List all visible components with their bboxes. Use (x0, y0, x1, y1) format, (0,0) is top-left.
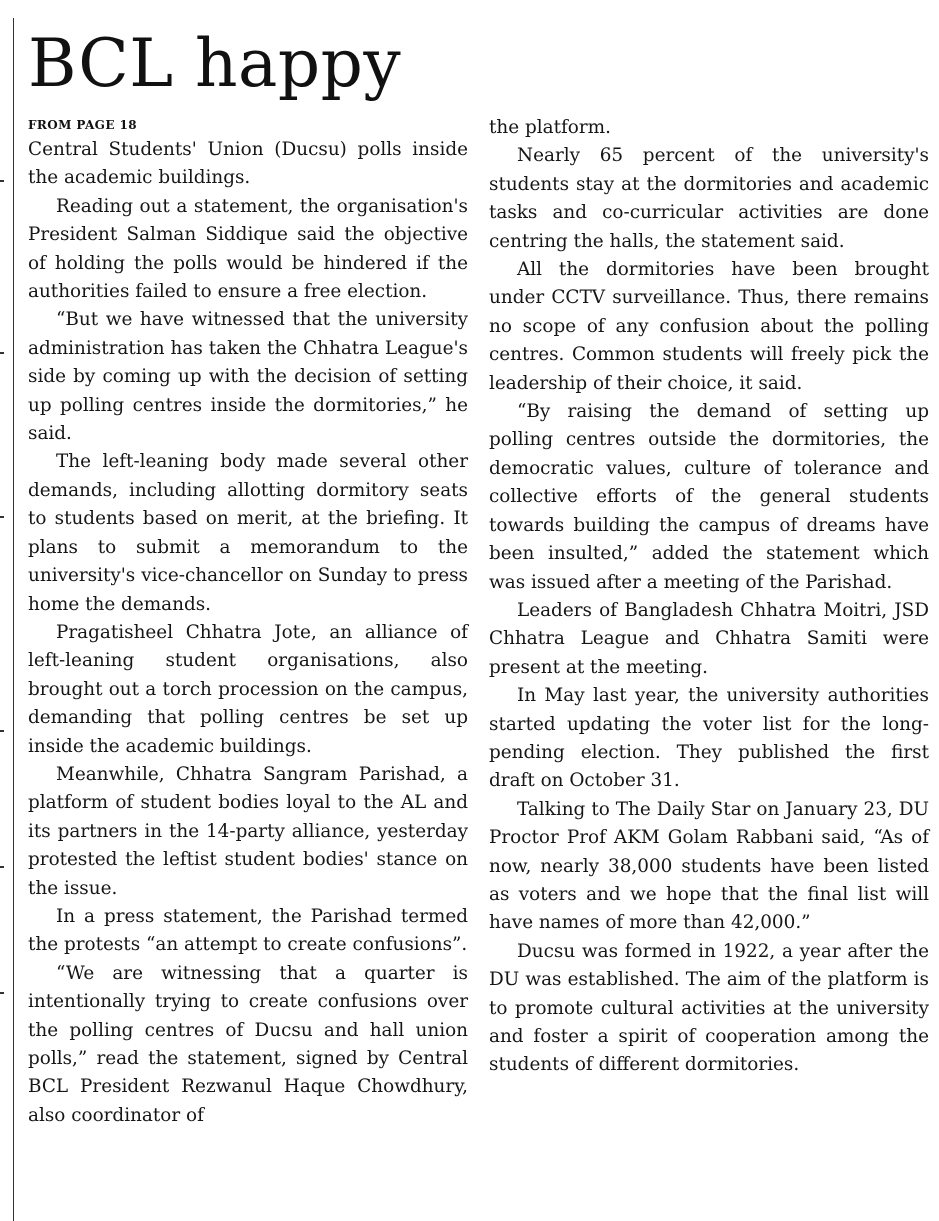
article-paragraph: The left-leaning body made several other demands, including allotting dormitory seats to students based on merit, at the briefing. It plans to submit a memorandum to the university's vice-chancellor on Sunday to press home the demands. (28, 451, 468, 615)
article-paragraph: “But we have witnessed that the university administration has taken the Chhatra League's side by coming up with the decision of setting up polling centres inside the dormitories,” he said. (28, 309, 468, 445)
article-column-left (28, 114, 468, 1130)
article-paragraph: Meanwhile, Chhatra Sangram Parishad, a platform of student bodies loyal to the AL and its partners in the 14-party alliance, yesterday protested the leftist student bodies' stance on the issue. (28, 763, 468, 899)
margin-tick (0, 180, 4, 182)
article-paragraph: “We are witnessing that a quarter is intentionally trying to create confusions over the polling centres of Ducsu and hall union polls,” read the statement, signed by Central BCL President Rezwanul Haque Chowdhury, also coordinator of (28, 962, 468, 1126)
article-paragraph: Talking to The Daily Star on January 23, DU Proctor Prof AKM Golam Rabbani said, “As of now, nearly 38,000 students have been listed as voters and we hope that the final list will have names of more than 42,000.” (489, 798, 929, 934)
headline: BCL happy (28, 25, 402, 102)
article-paragraph: Reading out a statement, the organisation's President Salman Siddique said the objective of holding the polls would be hindered if the authorities failed to ensure a free election. (28, 195, 468, 303)
article-paragraph: the platform. (489, 117, 611, 138)
margin-tick (0, 992, 4, 994)
margin-tick (0, 352, 4, 354)
article-paragraph: Leaders of Bangladesh Chhatra Moitri, JSD Chhatra League and Chhatra Samiti were present at the meeting. (489, 599, 929, 678)
article-paragraph: Central Students' Union (Ducsu) polls inside the academic buildings. (28, 139, 468, 189)
margin-tick (0, 730, 4, 732)
article-column-right (489, 114, 929, 1080)
continuation-kicker: FROM PAGE 18 (28, 118, 137, 132)
article-paragraph: Ducsu was formed in 1922, a year after the DU was established. The aim of the platform is to promote cultural activities at the university and foster a spirit of cooperation among the students of different dormitories. (489, 940, 929, 1076)
margin-tick (0, 866, 4, 868)
article-paragraph: Nearly 65 percent of the university's students stay at the dormitories and academic tasks and co-curricular activities are done centring the halls, the statement said. (489, 145, 929, 252)
column-rule (13, 18, 14, 1221)
article-paragraph: All the dormitories have been brought under CCTV surveillance. Thus, there remains no scope of any confusion about the polling centres. Common students will freely pick the leadership of their choice, it said. (489, 259, 929, 394)
article-paragraph: In a press statement, the Parishad termed the protests “an attempt to create confusions”. (28, 905, 468, 956)
margin-tick (0, 516, 4, 518)
article-paragraph: In May last year, the university authorities started updating the voter list for the long-pending election. They published the first draft on October 31. (489, 685, 929, 792)
article-paragraph: “By raising the demand of setting up polling centres outside the dormitories, the democratic values, culture of tolerance and collective efforts of the general students towards building the campus of dreams have been insulted,” added the statement which was issued after a meeting of the Parishad. (489, 401, 929, 593)
article-paragraph: Pragatisheel Chhatra Jote, an alliance of left-leaning student organisations, also brought out a torch procession on the campus, demanding that polling centres be set up inside the academic buildings. (28, 621, 468, 757)
